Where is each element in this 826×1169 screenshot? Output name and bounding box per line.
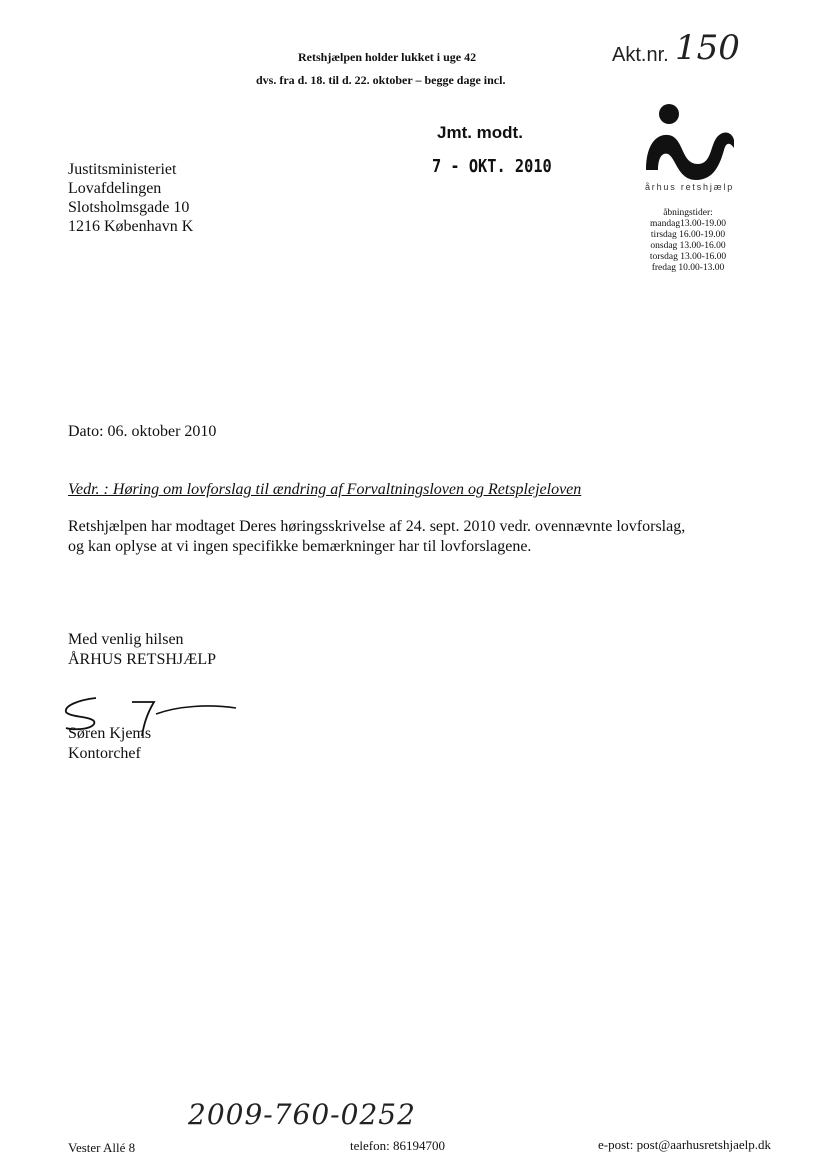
opening-hours-line: tirsdag 16.00-19.00 [650, 230, 726, 240]
footer-address: Vester Allé 8 [68, 1140, 136, 1155]
opening-hours-line: onsdag 13.00-16.00 [650, 241, 726, 251]
letter-body-line: og kan oplyse at vi ingen specifikke bemærkninger har til lovforslagene. [68, 537, 532, 555]
opening-hours-title: åbningstider: [663, 208, 713, 218]
recipient-department: Lovafdelingen [68, 180, 162, 197]
received-stamp-title: Jmt. modt. [437, 123, 523, 142]
closing-greeting: Med venlig hilsen [68, 631, 184, 648]
footer-phone: telefon: 86194700 [350, 1138, 445, 1153]
closing-organisation: ÅRHUS RETSHJÆLP [68, 650, 217, 668]
recipient-address [68, 160, 193, 236]
opening-hours [618, 208, 758, 274]
akt-nr-label: Akt.nr. [612, 44, 669, 66]
opening-hours-line: mandag13.00-19.00 [650, 219, 726, 229]
akt-nr-number: 150 [675, 28, 740, 68]
handwritten-case-number: 2009-760-0252 [188, 1098, 416, 1131]
retshjaelp-logo-icon [640, 100, 740, 182]
recipient-street: Slotsholmsgade 10 [68, 199, 190, 216]
opening-hours-line: fredag 10.00-13.00 [651, 263, 725, 273]
signatory-name: Søren Kjems [68, 725, 152, 742]
closure-notice-line1: Retshjælpen holder lukket i uge 42 [298, 50, 477, 64]
logo-wordmark: århus retshjælp [645, 182, 735, 192]
letter-date: Dato: 06. oktober 2010 [68, 423, 217, 440]
opening-hours-line: torsdag 13.00-16.00 [649, 252, 727, 262]
letter-body [68, 517, 685, 556]
closing-block [68, 630, 216, 669]
recipient-city: 1216 København K [68, 218, 194, 235]
signatory [68, 724, 151, 763]
signatory-title: Kontorchef [68, 744, 141, 762]
recipient-name: Justitsministeriet [68, 161, 177, 178]
letter-body-line: Retshjælpen har modtaget Deres høringsskrivelse af 24. sept. 2010 vedr. ovennævnte lovforslag, [68, 518, 686, 535]
letter-subject: Vedr. : Høring om lovforslag til ændring af Forvaltningsloven og Retsplejeloven [68, 481, 582, 498]
closure-notice-line2: dvs. fra d. 18. til d. 22. oktober – begge dage incl. [256, 73, 506, 87]
footer-email: e-post: post@aarhusretshjaelp.dk [598, 1137, 771, 1152]
received-stamp-date: 7 - OKT. 2010 [432, 156, 552, 177]
